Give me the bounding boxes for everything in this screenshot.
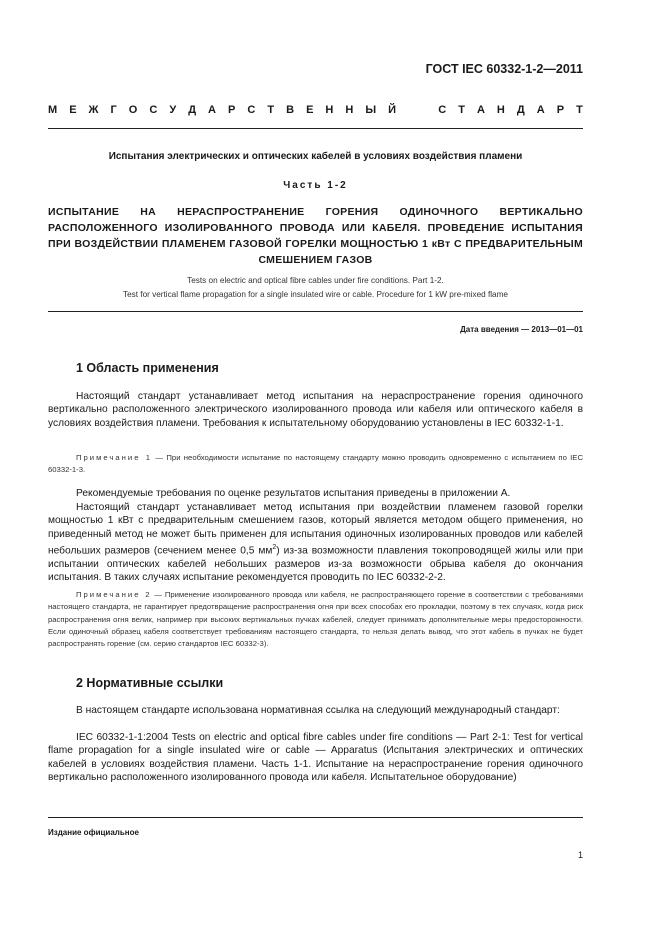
interstate-letter: Ж [88,104,99,116]
note-2: Примечание 2 — Применение изолированного провода или кабеля, не распространяющего горение в соответствии с требованиями настоящего стандарта, не гарантирует предотвращение распространения огня при всех способах его прокладки, поэтому в тех случаях, когда риск распространения огня велик, например при высоких вертикальных пучках кабелей, следует принимать дополнительные меры предосторожности. Если одиночный образец кабеля соответствует требованиям настоящего стандарта, то нельзя делать вывод, что этот кабель в пучках не будет распространять горение (см. серию стандартов IEC 60332-3). [48,590,583,649]
interstate-letter: Г [110,104,117,116]
interstate-letter: Д [188,104,197,116]
top-divider [48,128,583,129]
interstate-letter: Т [267,104,275,116]
interstate-letter: О [128,104,138,116]
interstate-letter: Т [458,104,465,116]
interstate-letter: В [286,104,295,116]
english-title-line-2: Test for vertical flame propagation for a single insulated wire or cable. Procedure for 1 kW pre-mixed flame [123,290,508,299]
main-title: ИСПЫТАНИЕ НА НЕРАСПРОСТРАНЕНИЕ ГОРЕНИЯ ОДИНОЧНОГО ВЕРТИКАЛЬНО РАСПОЛОЖЕННОГО ИЗОЛИРОВАННОГО ПРОВОДА ИЛИ КАБЕЛЯ. ПРОВЕДЕНИЕ ИСПЫТАНИЯ ПРИ ВОЗДЕЙСТВИИ ПЛАМЕНЕМ ГАЗОВОЙ ГОРЕЛКИ МОЩНОСТЬЮ 1 кВт С ПРЕДВАРИТЕЛЬНЫМ СМЕШЕНИЕМ ГАЗОВ [48,206,583,266]
part-title: Часть 1-2 [283,180,348,191]
interstate-letter: Е [306,104,314,116]
interstate-letter: Н [345,104,354,116]
section-2-paragraph-1: В настоящем стандарте использована нормативная ссылка на следующий международный стандарт: [76,705,560,716]
interstate-letter: С [438,104,447,116]
interstate-letter: Н [325,104,334,116]
edition-label: Издание официальное [48,828,139,837]
note-1: Примечание 1 — При необходимости испытание по настоящему стандарту можно проводить одновременно с испытанием по IEC 60332-1-3. [48,453,583,475]
interstate-letter: Р [556,104,565,116]
document-number: ГОСТ IEC 60332-1-2—2011 [425,62,583,76]
interstate-standard-banner [48,104,583,116]
interstate-letter: Е [69,104,77,116]
interstate-letter [423,104,426,116]
note-1-label: Примечание 1 [76,453,153,462]
interstate-letter: Й [388,104,397,116]
interstate-letter: А [208,104,216,116]
section-1-paragraph-3: Настоящий стандарт устанавливает метод испытания при воздействии пламенем газовой горелки мощностью 1 кВт с предварительным смешением газов, который является методом общего применения, но приведенный метод не может быть применен для испытания одиночных изолированных проводов или кабелей небольших размеров (сечением менее 0,5 $мм^2$) из-за возможности плавления токопроводящей жилы или при испытании оптических кабелей небольших размеров из-за возможности обрыва кабеля до окончания испытания. В таких случаях испытание рекомендуется проводить по IEC 60332-2-2. [48,502,584,583]
interstate-letter: А [476,104,485,116]
interstate-letter [408,104,411,116]
interstate-letter: Н [496,104,505,116]
introduction-date: Дата введения — 2013—01—01 [460,325,583,334]
general-title: Испытания электрических и оптических кабелей в условиях воздействия пламени [108,151,523,162]
section-1-paragraph-2: Рекомендуемые требования по оценке результатов испытания приведены в приложении А. [76,488,511,499]
interstate-letter: Ы [365,104,377,116]
interstate-letter: С [247,104,256,116]
section-1-heading: 1 Область применения [76,361,219,375]
interstate-letter: Д [516,104,525,116]
note-2-label: Примечание 2 [76,590,152,599]
section-2-heading: 2 Нормативные ссылки [76,676,224,690]
page-number: 1 [577,850,583,860]
interstate-letter: У [169,104,177,116]
interstate-letter: Т [576,104,583,116]
footer-divider [48,817,583,818]
interstate-letter: Р [228,104,236,116]
english-title-line-1: Tests on electric and optical fibre cables under fire conditions. Part 1-2. [187,276,444,285]
section-1-paragraph-1: Настоящий стандарт устанавливает метод испытания на нераспространение горения одиночного вертикально расположенного электрического изолированного провода или кабеля или оптического кабеля в условиях воздействия пламени. Требования к испытательному оборудованию установлены в IEC 60332-1-1. [48,391,583,429]
english-title [48,274,583,302]
title-divider [48,311,583,312]
section-2-paragraph-2: IEC 60332-1-1:2004 Tests on electric and optical fibre cables under fire conditions — Part 2-1: Test for vertical flame propagation for a single insulated wire or cable — Apparatus (Испытания электрических и оптических кабелей в условиях воздействия пламени. Часть 1-1. Испытание на нераспространение горения одиночного вертикально расположенного изолированного провода или кабеля. Испытательное оборудование) [48,732,583,783]
interstate-letter: А [536,104,545,116]
interstate-letter: М [48,104,58,116]
interstate-letter: С [149,104,158,116]
